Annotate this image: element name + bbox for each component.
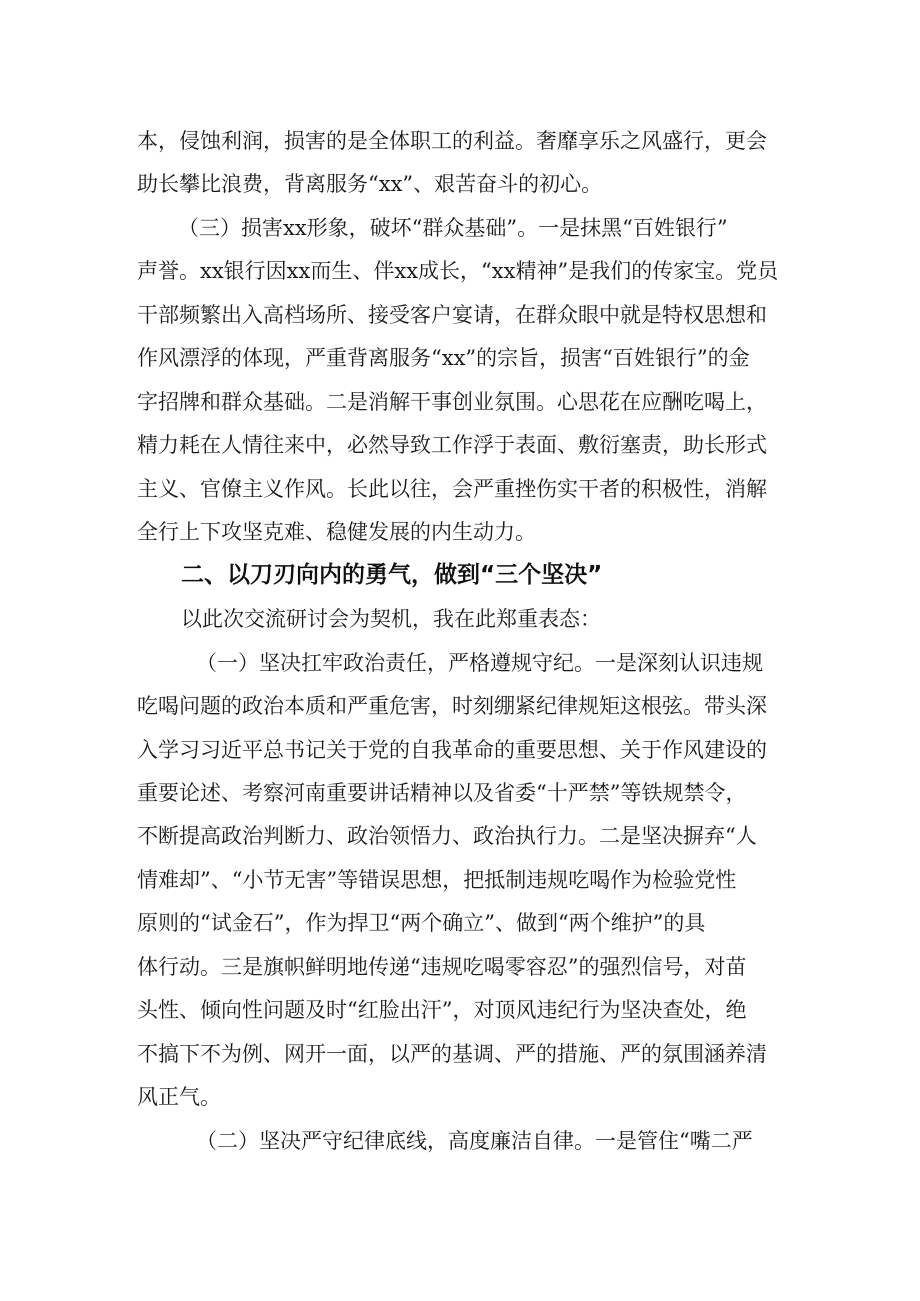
text-line: 声誉。xx银行因xx而生、伴xx成长，“xx精神”是我们的传家宝。党员 [137, 259, 779, 283]
text-line: 字招牌和群众基础。二是消解干事创业氛围。心思花在应酬吃喝上， [137, 390, 767, 414]
text-line: 吃喝问题的政治本质和严重危害，时刻绷紧纪律规矩这根弦。带头深 [137, 694, 767, 718]
text-line: 重要论述、考察河南重要讲话精神以及省委“十严禁”等铁规禁令， [137, 781, 747, 805]
text-line: 作风漂浮的体现，严重背离服务“xx”的宗旨，损害“百姓银行”的金 [137, 346, 750, 370]
text-line: 精力耗在人情往来中，必然导致工作浮于表面、敷衍塞责，助长形式 [137, 433, 767, 457]
text-line: 主义、官僚主义作风。长此以往，会严重挫伤实干者的积极性，消解 [137, 477, 767, 501]
section-subheading: （一）坚决扛牢政治责任，严格遵规守纪。一是深刻认识违规 [196, 651, 763, 675]
text-line: 入学习习近平总书记关于党的自我革命的重要思想、关于作风建设的 [137, 738, 767, 762]
text-line: 风正气。 [137, 1085, 221, 1109]
text-line: 全行上下攻坚克难、稳健发展的内生动力。 [137, 520, 536, 544]
text-line: 情难却”、“小节无害”等错误思想，把抵制违规吃喝作为检验党性 [137, 868, 737, 892]
text-line: 不断提高政治判断力、政治领悟力、政治执行力。二是坚决摒弃“人 [137, 824, 757, 848]
text-line: 不搞下不为例、网开一面，以严的基调、严的措施、严的氛围涵养清 [137, 1042, 767, 1066]
section-subheading: （三）损害xx形象，破坏“群众基础”。一是抹黑“百姓银行” [178, 216, 728, 240]
text-line: 原则的“试金石”，作为捍卫“两个确立”、做到“两个维护”的具 [137, 911, 706, 935]
text-line: 头性、倾向性问题及时“红脸出汗”，对顶风违纪行为坚决查处，绝 [137, 998, 747, 1022]
text-line: 本，侵蚀利润，损害的是全体职工的利益。奢靡享乐之风盛行，更会 [137, 129, 767, 153]
text-line: 体行动。三是旗帜鲜明地传递“违规吃喝零容忍”的强烈信号，对苗 [137, 955, 747, 979]
text-line: 以此次交流研讨会为契机，我在此郑重表态： [181, 607, 601, 631]
text-line: 助长攀比浪费，背离服务“xx”、艰苦奋斗的初心。 [137, 172, 603, 196]
text-line: 干部频繁出入高档场所、接受客户宴请，在群众眼中就是特权思想和 [137, 303, 767, 327]
section-heading: 二、以刀刃向内的勇气，做到“三个坚决” [181, 562, 603, 588]
section-subheading: （二）坚决严守纪律底线，高度廉洁自律。一是管住“嘴二严 [196, 1129, 753, 1153]
